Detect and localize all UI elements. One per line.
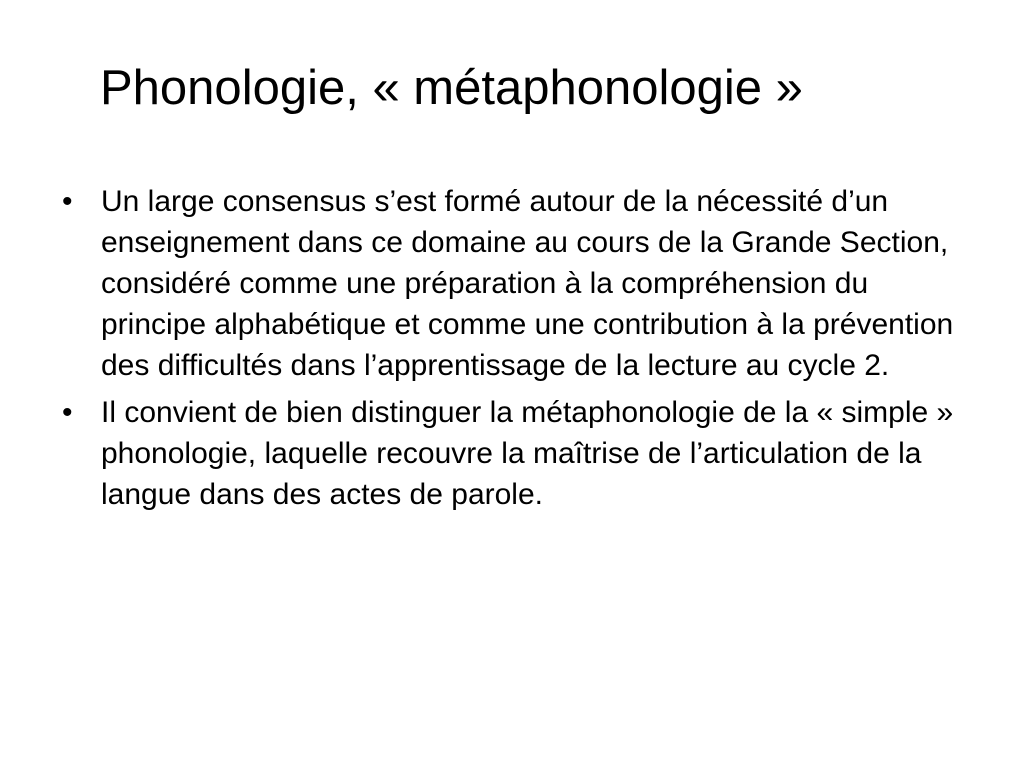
bullet-item	[62, 181, 972, 386]
bullet-text: Il convient de bien distinguer la métaphonologie de la « simple » phonologie, laquelle recouvre la maîtrise de l’articulation de la langue dans des actes de parole.	[101, 396, 954, 511]
bullet-list	[62, 181, 972, 521]
slide-title: Phonologie, « métaphonologie »	[100, 61, 803, 115]
bullet-text: Un large consensus s’est formé autour de la nécessité d’un enseignement dans ce domaine au cours de la Grande Section, considéré comme une préparation à la compréhension du principe alphabétique et comme une contribution à la prévention des difficultés dans l’apprentissage de la lecture au cycle 2.	[101, 185, 954, 382]
bullet-icon: •	[62, 396, 73, 429]
bullet-item	[62, 392, 972, 515]
bullet-icon: •	[62, 185, 73, 218]
